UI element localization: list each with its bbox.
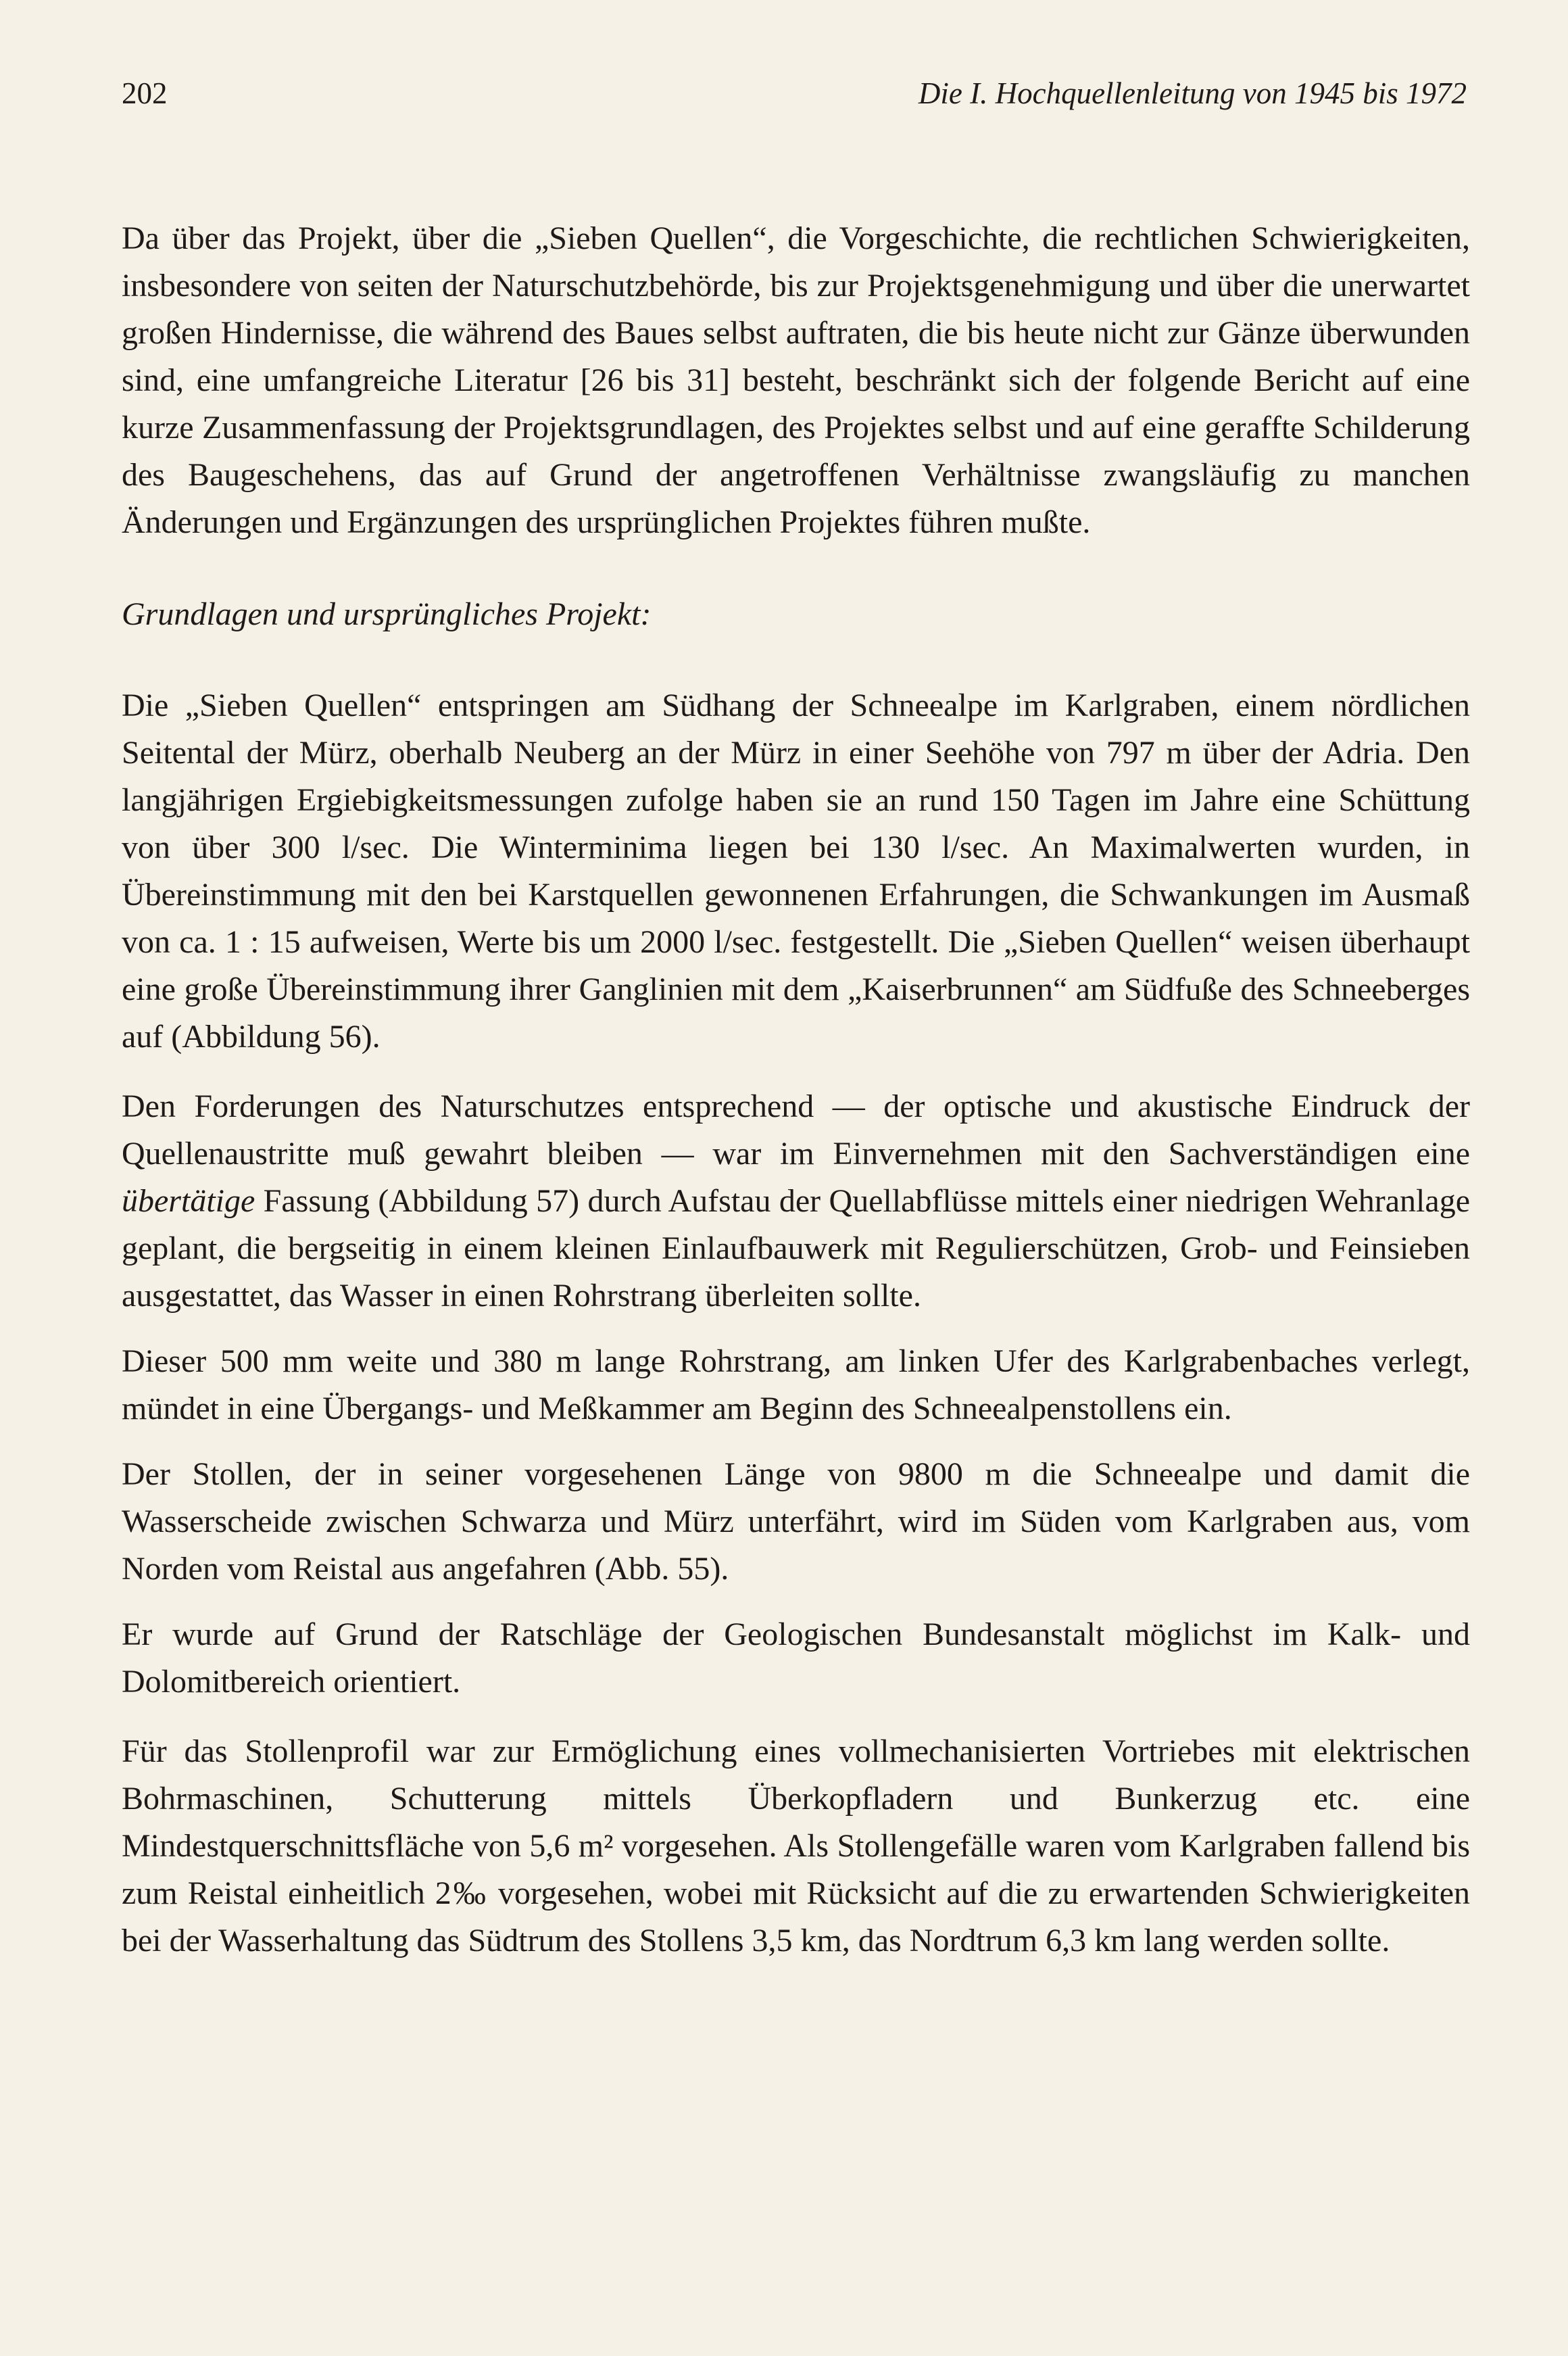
body-text <box>122 215 1470 1965</box>
intro-paragraph: Da über das Projekt, über die „Sieben Quellen“, die Vorgeschichte, die rechtlichen Schwierigkeiten, insbesondere von seiten der Naturschutzbehörde, bis zur Projektsgenehmigung und über die unerwartet großen Hindernisse, die während des Baues selbst auftraten, die bis heute nicht zur Gänze überwunden sind, eine umfangreiche Literatur [26 bis 31] besteht, beschränkt sich der folgende Bericht auf eine kurze Zusammenfassung der Projektsgrundlagen, des Projektes selbst und auf eine geraffte Schilderung des Baugeschehens, das auf Grund der angetroffenen Verhältnisse zwangsläufig zu manchen Änderungen und Ergänzungen des ursprünglichen Projektes führen mußte. <box>122 220 1470 540</box>
italic-term: übertätige <box>122 1183 255 1219</box>
geology-paragraph: Er wurde auf Grund der Ratschläge der Geologischen Bundesanstalt möglichst im Kalk- und Dolomitbereich orientiert. <box>122 1616 1470 1700</box>
pipeline-paragraph: Dieser 500 mm weite und 380 m lange Rohrstrang, am linken Ufer des Karlgrabenbaches verlegt, mündet in eine Übergangs- und Meßkammer am Beginn des Schneealpenstollens ein. <box>122 1343 1470 1426</box>
profile-paragraph: Für das Stollenprofil war zur Ermöglichung eines vollmechanisierten Vortriebes mit elektrischen Bohrmaschinen, Schutterung mittels Überkopfladern und Bunkerzug etc. eine Mindestquerschnittsfläche von 5,6 m² vorgesehen. Als Stollengefälle waren vom Karlgraben fallend bis zum Reistal einheitlich 2‰ vorgesehen, wobei mit Rücksicht auf die zu erwartenden Schwierigkeiten bei der Wasserhaltung das Südtrum des Stollens 3,5 km, das Nordtrum 6,3 km lang werden sollte. <box>122 1733 1470 1958</box>
capture-paragraph <box>122 1083 1470 1320</box>
tunnel-paragraph: Der Stollen, der in seiner vorgesehenen Länge von 9800 m die Schneealpe und damit die Wasserscheide zwischen Schwarza und Mürz unterfährt, wird im Süden vom Karlgraben aus, vom Norden vom Reistal aus angefahren (Abb. 55). <box>122 1456 1470 1587</box>
running-header <box>122 73 1467 114</box>
page-number: 202 <box>122 76 168 110</box>
capture-paragraph-text-after: Fassung (Abbildung 57) durch Aufstau der Quellabflüsse mittels einer niedrigen Wehranlage geplant, die bergseitig in einem kleinen Einlaufbauwerk mit Regulierschützen, Grob- und Feinsieben ausgestattet, das Wasser in einen Rohrstrang überleiten sollte. <box>122 1183 1470 1314</box>
section-heading: Grundlagen und ursprüngliches Projekt: <box>122 596 652 632</box>
springs-paragraph: Die „Sieben Quellen“ entspringen am Südhang der Schneealpe im Karlgraben, einem nördlichen Seitental der Mürz, oberhalb Neuberg an der Mürz in einer Seehöhe von 797 m über der Adria. Den langjährigen Ergiebigkeitsmessungen zufolge haben sie an rund 150 Tagen im Jahre eine Schüttung von über 300 l/sec. Die Winterminima liegen bei 130 l/sec. An Maximalwerten wurden, in Übereinstimmung mit den bei Karstquellen gewonnenen Erfahrungen, die Schwankungen im Ausmaß von ca. 1 : 15 aufweisen, Werte bis um 2000 l/sec. festgestellt. Die „Sieben Quellen“ weisen überhaupt eine große Übereinstimmung ihrer Ganglinien mit dem „Kaiserbrunnen“ am Südfuße des Schneeberges auf (Abbildung 56). <box>122 688 1470 1055</box>
capture-paragraph-text-before: Den Forderungen des Naturschutzes entsprechend — der optische und akustische Eindruck der Quellenaustritte muß gewahrt bleiben — war im Einvernehmen mit den Sachverständigen eine <box>122 1088 1470 1172</box>
running-title: Die I. Hochquellenleitung von 1945 bis 1972 <box>918 76 1467 110</box>
